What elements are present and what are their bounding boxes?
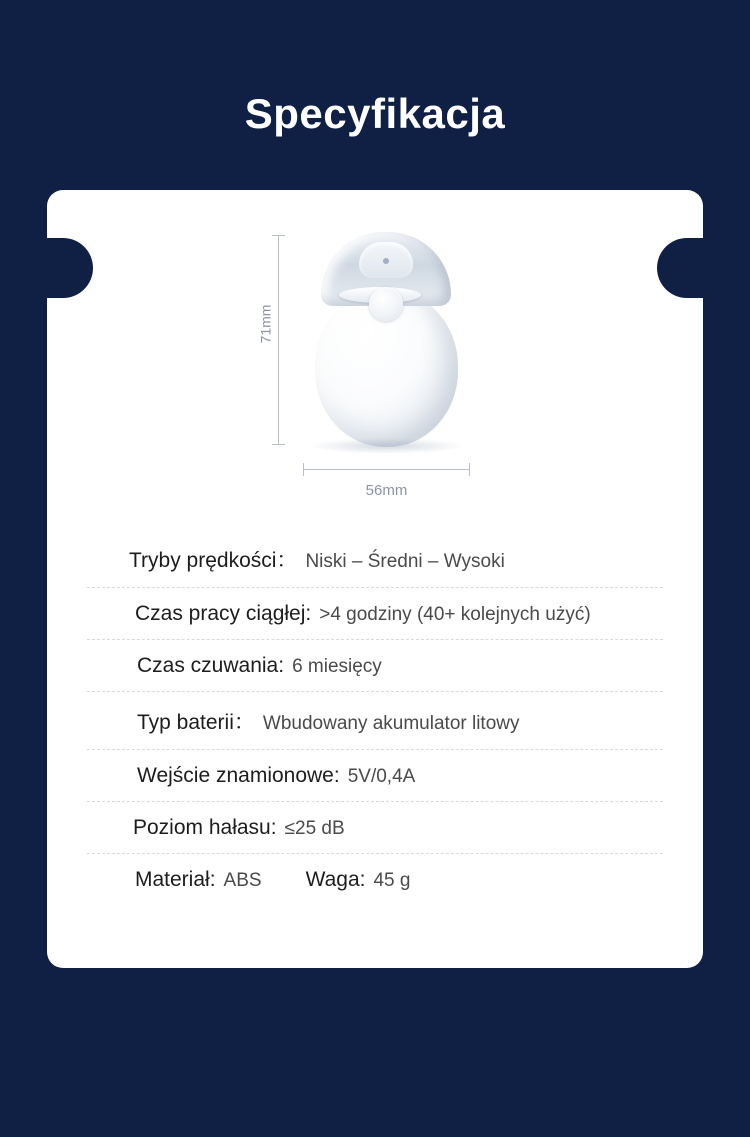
spec-value: >4 godziny (40+ kolejnych użyć) (319, 604, 591, 625)
spec-label: Materiał: (135, 868, 216, 891)
width-dimension-label: 56mm (365, 482, 408, 499)
spec-row (87, 692, 663, 750)
spec-value: Niski – Średni – Wysoki (305, 551, 505, 572)
width-dimension-line (303, 469, 470, 470)
spec-row (87, 802, 663, 854)
product-illustration (47, 190, 703, 530)
spec-value: ABS (223, 870, 262, 891)
device-power-button (369, 287, 403, 321)
spec-row (87, 588, 663, 640)
spec-row (87, 750, 663, 802)
height-dimension-label: 71mm (257, 304, 274, 344)
spec-value: 6 miesięcy (292, 656, 382, 677)
spec-label: Typ baterii： (137, 711, 255, 734)
page-title: Specyfikacja (244, 90, 506, 137)
spec-list (87, 530, 663, 905)
spec-label: Wejście znamionowe: (137, 764, 340, 787)
spec-value: 5V/0,4A (347, 766, 416, 787)
product-device (315, 232, 458, 447)
device-led-icon (383, 258, 389, 264)
device-shadow (309, 438, 465, 454)
spec-label: Tryby prędkości： (129, 549, 298, 572)
spec-row (87, 530, 663, 588)
spec-value: ≤25 dB (284, 818, 345, 839)
spec-label: Czas czuwania: (137, 654, 285, 677)
height-dimension-line (278, 235, 279, 445)
spec-label: Czas pracy ciągłej: (135, 602, 312, 625)
spec-value-secondary: 45 g (373, 870, 411, 891)
spec-card (47, 190, 703, 968)
spec-label-secondary: Waga: (305, 868, 366, 891)
spec-row (87, 854, 663, 905)
spec-row (87, 640, 663, 692)
spec-label: Poziom hałasu: (133, 816, 277, 839)
spec-value: Wbudowany akumulator litowy (262, 713, 520, 734)
